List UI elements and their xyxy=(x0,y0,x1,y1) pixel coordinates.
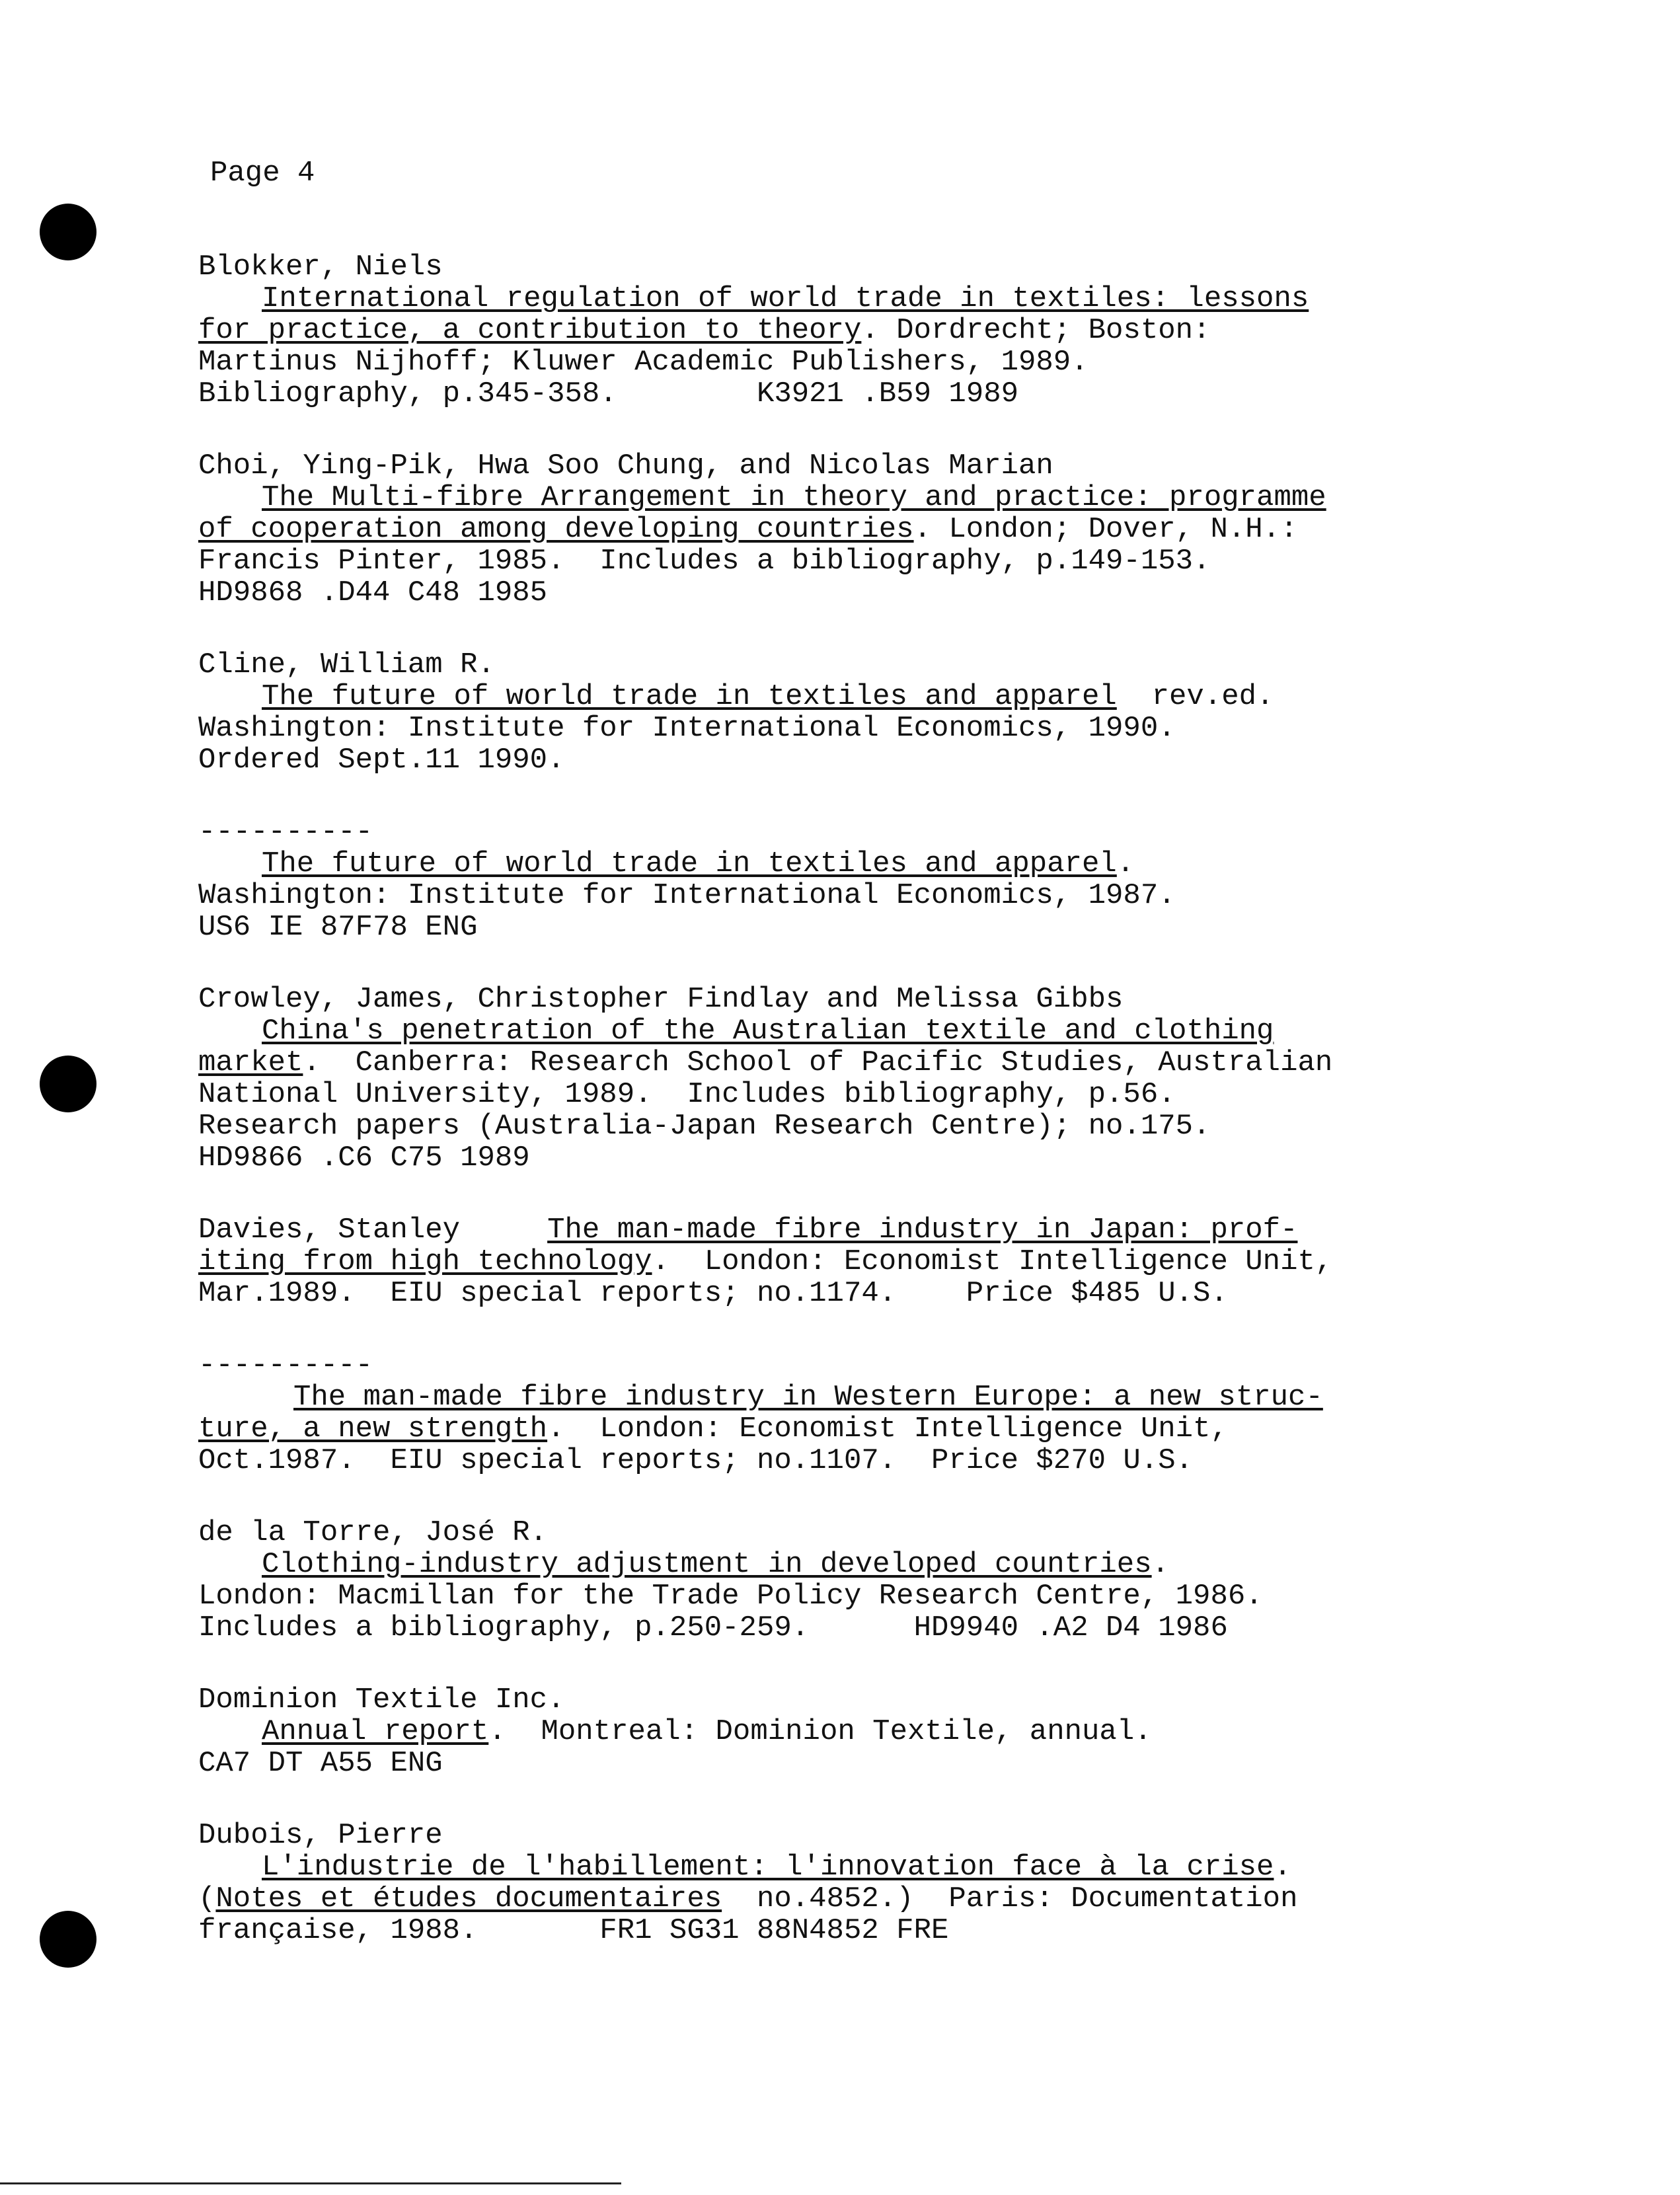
entry-title-continued: for practice, a contribution to theory xyxy=(198,314,862,347)
entry-detail: Oct.1987. EIU special reports; no.1107. Price $270 U.S. xyxy=(198,1444,1194,1477)
entry-author: Davies, Stanley xyxy=(198,1213,548,1247)
entry-detail: Washington: Institute for International Economics, 1987. xyxy=(198,879,1176,912)
entry-title: China's penetration of the Australian textile and clothing xyxy=(262,1015,1274,1048)
page-bottom-rule xyxy=(0,2182,621,2184)
entry-detail: HD9868 .D44 C48 1985 xyxy=(198,576,548,609)
entry-detail: Bibliography, p.345-358. K3921 .B59 1989 xyxy=(198,377,1019,410)
entry-author: Crowley, James, Christopher Findlay and Melissa Gibbs xyxy=(198,983,1124,1016)
entry-author: Dominion Textile Inc. xyxy=(198,1683,565,1716)
entry-paren: ( xyxy=(198,1882,216,1915)
entry-title-continued: of cooperation among developing countries xyxy=(198,513,914,546)
entry-title: Annual report xyxy=(262,1715,489,1748)
entry-author: Dubois, Pierre xyxy=(198,1819,443,1852)
entry-publication: . Montreal: Dominion Textile, annual. xyxy=(488,1715,1152,1748)
entry-detail: National University, 1989. Includes bibliography, p.56. xyxy=(198,1078,1176,1111)
entry-publication: . London: Economist Intelligence Unit, xyxy=(547,1412,1228,1445)
entry-author-repeat: ---------- xyxy=(198,1349,373,1382)
entry-publication: . Dordrecht; Boston: xyxy=(861,314,1211,347)
entry-detail: Ordered Sept.11 1990. xyxy=(198,744,565,777)
entry-author: Cline, William R. xyxy=(198,648,495,681)
entry-title: Clothing-industry adjustment in developed countries xyxy=(262,1548,1152,1581)
entry-publication: . Canberra: Research School of Pacific Studies, Australian xyxy=(303,1046,1333,1079)
entry-detail: Includes a bibliography, p.250-259. HD9940 .A2 D4 1986 xyxy=(198,1611,1228,1644)
entry-detail: Research papers (Australia-Japan Research Centre); no.175. xyxy=(198,1110,1211,1143)
entry-title: The future of world trade in textiles and apparel xyxy=(262,680,1117,713)
bibliography-entry xyxy=(198,649,1533,776)
entry-detail: US6 IE 87F78 ENG xyxy=(198,911,478,944)
entry-detail: Washington: Institute for International Economics, 1990. xyxy=(198,712,1176,745)
entry-detail: CA7 DT A55 ENG xyxy=(198,1747,443,1780)
bibliography-entry xyxy=(198,1684,1533,1779)
entry-detail: Martinus Nijhoff; Kluwer Academic Publishers, 1989. xyxy=(198,346,1088,379)
bibliography-entry xyxy=(198,1214,1533,1309)
entry-title: The man-made fibre industry in Japan: prof- xyxy=(547,1213,1298,1247)
entry-publication: . London; Dover, N.H.: xyxy=(913,513,1298,546)
entry-title-continued: iting from high technology xyxy=(198,1245,652,1278)
entry-publication: no.4852.) Paris: Documentation xyxy=(722,1882,1298,1915)
bibliography-entry xyxy=(198,450,1533,609)
punch-hole xyxy=(40,204,96,260)
entry-title: The man-made fibre industry in Western Europe: a new struc- xyxy=(293,1381,1323,1414)
entry-series-title: Notes et études documentaires xyxy=(215,1882,722,1915)
entry-edition: rev.ed. xyxy=(1116,680,1274,713)
bibliography-entry xyxy=(198,1820,1533,1946)
entry-author: Blokker, Niels xyxy=(198,250,443,284)
entry-title: The Multi-fibre Arrangement in theory and practice: programme xyxy=(262,481,1326,514)
entry-title-continued: ture, a new strength xyxy=(198,1412,548,1445)
entry-detail: française, 1988. FR1 SG31 88N4852 FRE xyxy=(198,1914,949,1947)
entry-punctuation: . xyxy=(1116,847,1135,880)
entry-author: de la Torre, José R. xyxy=(198,1516,548,1549)
punch-hole xyxy=(40,1911,96,1968)
entry-detail: Francis Pinter, 1985. Includes a bibliography, p.149-153. xyxy=(198,545,1211,578)
entry-punctuation: . xyxy=(1151,1548,1170,1581)
entry-title: International regulation of world trade in textiles: lessons xyxy=(262,282,1309,315)
entry-detail: London: Macmillan for the Trade Policy Research Centre, 1986. xyxy=(198,1580,1263,1613)
entry-author-repeat: ---------- xyxy=(198,816,373,849)
bibliography-list xyxy=(198,251,1533,1987)
page-number: Page 4 xyxy=(210,157,315,190)
bibliography-entry xyxy=(198,816,1533,943)
bibliography-entry xyxy=(198,251,1533,410)
entry-title: The future of world trade in textiles and apparel xyxy=(262,847,1117,880)
entry-detail: HD9866 .C6 C75 1989 xyxy=(198,1141,530,1175)
entry-title-continued: market xyxy=(198,1046,303,1079)
bibliography-entry xyxy=(198,1517,1533,1644)
entry-punctuation: . xyxy=(1274,1851,1291,1884)
bibliography-entry xyxy=(198,983,1533,1174)
entry-publication: . London: Economist Intelligence Unit, xyxy=(652,1245,1333,1278)
punch-hole xyxy=(40,1056,96,1112)
entry-author: Choi, Ying-Pik, Hwa Soo Chung, and Nicolas Marian xyxy=(198,449,1053,482)
entry-title: L'industrie de l'habillement: l'innovation face à la crise xyxy=(262,1851,1274,1884)
entry-detail: Mar.1989. EIU special reports; no.1174. Price $485 U.S. xyxy=(198,1277,1228,1310)
bibliography-entry xyxy=(198,1350,1533,1477)
